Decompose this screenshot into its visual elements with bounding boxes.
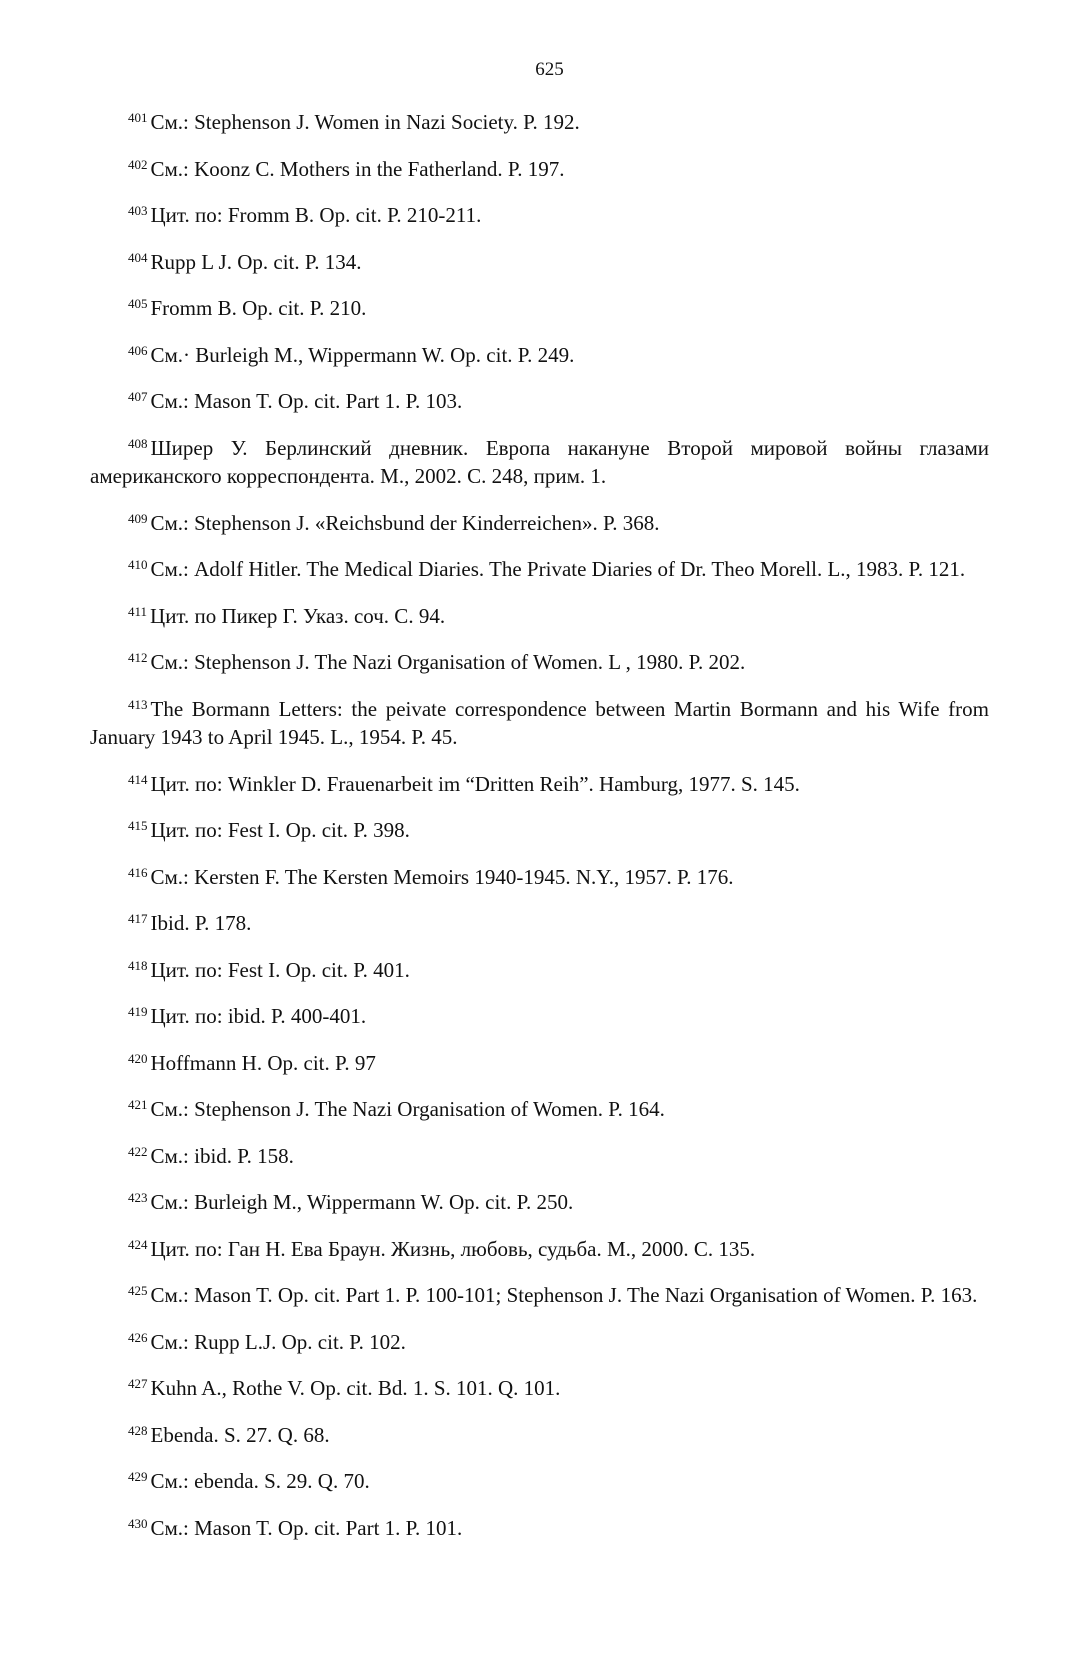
footnote xyxy=(90,691,989,752)
footnote xyxy=(90,644,989,677)
footnote-number: 409 xyxy=(128,510,148,526)
footnote xyxy=(90,1510,989,1543)
footnote-text: Цит. по: ibid. P. 400-401. xyxy=(150,1004,367,1028)
footnote-number: 404 xyxy=(128,249,148,265)
footnote xyxy=(90,812,989,845)
footnote-number: 413 xyxy=(128,696,148,712)
footnote-number: 402 xyxy=(128,156,148,172)
footnote xyxy=(90,859,989,892)
footnote-text: Rupp L J. Op. cit. P. 134. xyxy=(150,249,362,274)
footnote-text: Hoffmann H. Op. cit. P. 97 xyxy=(150,1050,376,1075)
footnote-number: 430 xyxy=(128,1515,148,1531)
footnote-text: Ebenda. S. 27. Q. 68. xyxy=(150,1422,330,1447)
footnote xyxy=(90,290,989,323)
footnote xyxy=(90,151,989,184)
footnote xyxy=(90,104,989,137)
footnote xyxy=(90,430,989,491)
footnote-text: The Bormann Letters: the peivate correspondence between Martin Bormann and his Wife from January 1943 to April 1945. L., 1954. P. 45. xyxy=(90,696,989,749)
footnote-text: См.: Burleigh M., Wippermann W. Op. cit. P. 250. xyxy=(150,1190,574,1214)
footnote-text: См.· Burleigh M., Wippermann W. Op. cit. P. 249. xyxy=(150,342,575,367)
footnote xyxy=(90,1463,989,1496)
footnote-number: 421 xyxy=(128,1097,148,1112)
footnote xyxy=(90,1417,989,1450)
footnote xyxy=(90,952,989,985)
footnote-number: 425 xyxy=(128,1283,148,1298)
footnote-text: См.: Mason T. Op. cit. Part 1. P. 103. xyxy=(150,389,463,413)
footnote-number: 411 xyxy=(128,603,148,619)
footnote-text: См.: Stephenson J. «Reichsbund der Kinderreichen». P. 368. xyxy=(150,510,660,535)
footnote xyxy=(90,1045,989,1078)
footnote xyxy=(90,337,989,370)
footnote-number: 426 xyxy=(128,1329,148,1345)
footnote-text: Ibid. P. 178. xyxy=(150,911,252,935)
footnote xyxy=(90,244,989,277)
footnote-number: 403 xyxy=(128,203,148,218)
footnote xyxy=(90,197,989,230)
footnote-text: См.: Stephenson J. The Nazi Organisation of Women. P. 164. xyxy=(150,1097,665,1121)
footnote-number: 427 xyxy=(128,1376,148,1391)
footnote xyxy=(90,598,989,631)
footnote xyxy=(90,1231,989,1264)
footnote-text: Цит. по Пикер Г. Указ. соч. С. 94. xyxy=(150,603,446,628)
footnote-text: Цит. по: Fest I. Op. cit. P. 398. xyxy=(150,818,410,842)
footnote-text: См.: Kersten F. The Kersten Memoirs 1940-1945. N.Y., 1957. P. 176. xyxy=(150,864,734,889)
footnote xyxy=(90,1277,989,1310)
footnote-number: 417 xyxy=(128,911,148,926)
footnotes-list xyxy=(90,104,989,1542)
footnote-number: 416 xyxy=(128,864,148,880)
footnote xyxy=(90,905,989,938)
footnote-number: 415 xyxy=(128,818,148,833)
footnote xyxy=(90,1184,989,1217)
footnote-text: См.: Stephenson J. The Nazi Organisation of Women. L , 1980. P. 202. xyxy=(150,650,746,674)
footnote xyxy=(90,1138,989,1171)
footnote-number: 429 xyxy=(128,1469,148,1484)
footnote xyxy=(90,1370,989,1403)
footnote-text: Fromm B. Op. cit. P. 210. xyxy=(150,296,367,320)
footnote-text: См.: Adolf Hitler. The Medical Diaries. The Private Diaries of Dr. Theo Morell. L., 1983. P. 121. xyxy=(150,557,966,581)
footnote-number: 407 xyxy=(128,389,148,404)
footnote-number: 414 xyxy=(128,771,148,787)
footnote xyxy=(90,1324,989,1357)
footnote xyxy=(90,766,989,799)
footnote xyxy=(90,1091,989,1124)
footnote-number: 405 xyxy=(128,296,148,311)
footnote-number: 408 xyxy=(128,435,148,451)
footnote-number: 410 xyxy=(128,557,148,572)
footnote-number: 423 xyxy=(128,1190,148,1205)
footnote-text: Kuhn A., Rothe V. Op. cit. Bd. 1. S. 101. Q. 101. xyxy=(150,1376,561,1400)
footnote-text: См.: ibid. P. 158. xyxy=(150,1143,294,1168)
footnote-number: 406 xyxy=(128,342,148,358)
footnote-number: 412 xyxy=(128,650,148,665)
footnote-text: Цит. по: Fromm B. Op. cit. P. 210-211. xyxy=(150,203,482,227)
footnote-number: 428 xyxy=(128,1422,148,1438)
footnote-text: См.: Mason T. Op. cit. Part 1. P. 101. xyxy=(150,1515,463,1540)
footnote-text: См.: Mason T. Op. cit. Part 1. P. 100-101; Stephenson J. The Nazi Organisation of Women. P. 163. xyxy=(150,1283,978,1307)
footnote-number: 424 xyxy=(128,1236,148,1252)
footnote-number: 420 xyxy=(128,1050,148,1066)
page-number: 625 xyxy=(535,59,564,80)
footnote xyxy=(90,505,989,538)
footnote-text: См.: Koonz C. Mothers in the Fatherland. P. 197. xyxy=(150,156,565,181)
footnote-text: См.: ebenda. S. 29. Q. 70. xyxy=(150,1469,370,1493)
footnote-number: 419 xyxy=(128,1004,148,1019)
footnote xyxy=(90,551,989,584)
footnote-number: 418 xyxy=(128,957,148,973)
footnote-text: См.: Stephenson J. Women in Nazi Society. P. 192. xyxy=(150,110,580,134)
footnote-text: Ширер У. Берлинский дневник. Европа накануне Второй мировой войны глазами американского корреспондента. М., 2002. С. 248, прим. 1. xyxy=(90,435,989,488)
footnote-text: См.: Rupp L.J. Op. cit. P. 102. xyxy=(150,1329,406,1354)
footnote-number: 422 xyxy=(128,1143,148,1159)
footnote xyxy=(90,998,989,1031)
footnote-text: Цит. по: Winkler D. Frauenarbeit im “Dritten Reih”. Hamburg, 1977. S. 145. xyxy=(150,771,800,796)
footnote-text: Цит. по: Ган Н. Ева Браун. Жизнь, любовь, судьба. М., 2000. С. 135. xyxy=(150,1236,756,1261)
footnote xyxy=(90,383,989,416)
footnote-number: 401 xyxy=(128,110,148,125)
footnote-text: Цит. по: Fest I. Op. cit. P. 401. xyxy=(150,957,410,982)
